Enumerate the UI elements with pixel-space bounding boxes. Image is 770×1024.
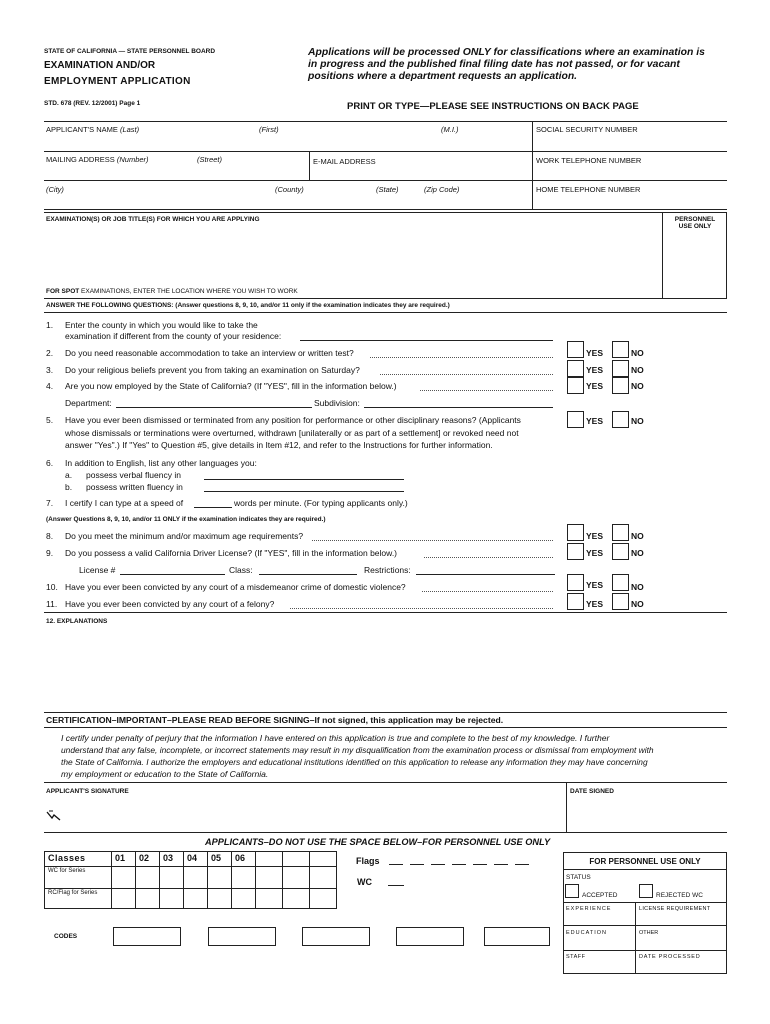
verbal-fluency-field[interactable] xyxy=(204,479,404,480)
county-label: (County) xyxy=(275,185,304,194)
rejected-checkbox[interactable] xyxy=(639,884,653,898)
q1-text-line1: Enter the county in which you would like to take the xyxy=(65,320,258,330)
flag-field-3[interactable] xyxy=(431,864,445,865)
q9-no-checkbox[interactable] xyxy=(612,543,629,560)
code-box-4[interactable] xyxy=(396,927,464,946)
rc-series-label: RC/Flag for Series xyxy=(44,888,112,909)
q4-no-checkbox[interactable] xyxy=(612,377,629,394)
subdivision-label: Subdivision: xyxy=(314,398,360,408)
q9-text: Do you possess a valid California Driver License? (If "YES", fill in the information below.) xyxy=(65,548,398,558)
mailing-address-label: MAILING ADDRESS (Number) xyxy=(46,155,149,164)
state-label: (State) xyxy=(376,185,399,194)
q7-text-pre: I certify I can type at a speed of xyxy=(65,498,184,508)
q5-no-label: NO xyxy=(631,416,644,426)
q4-yes-label: YES xyxy=(586,381,604,391)
q11-yes-checkbox[interactable] xyxy=(567,593,584,610)
explanations-field[interactable] xyxy=(46,630,726,706)
date-signed-label: DATE SIGNED xyxy=(570,788,614,795)
certification-text-line1: I certify under penalty of perjury that the information I have entered on this application is true and complete to the best of my knowledge. I further xyxy=(61,733,610,743)
q6a-letter: a. xyxy=(65,470,73,480)
flag-field-2[interactable] xyxy=(410,864,424,865)
class-col-03: 03 xyxy=(159,851,184,867)
questions-heading: ANSWER THE FOLLOWING QUESTIONS: (Answer questions 8, 9, 10, and/or 11 only if the examination indicates they are required.) xyxy=(46,302,450,309)
q6b-letter: b. xyxy=(65,482,73,492)
license-number-label: License # xyxy=(79,565,116,575)
q4-number: 4. xyxy=(46,381,54,391)
q9-no-label: NO xyxy=(631,548,644,558)
accepted-checkbox[interactable] xyxy=(565,884,579,898)
code-box-5[interactable] xyxy=(484,927,550,946)
class-col-04: 04 xyxy=(183,851,208,867)
signature-label: APPLICANT'S SIGNATURE xyxy=(46,788,129,795)
q5-number: 5. xyxy=(46,415,54,425)
city-state-zip-field[interactable] xyxy=(44,194,531,208)
flag-field-5[interactable] xyxy=(473,864,487,865)
certification-text-line2: understand that any false, incomplete, or incorrect statements may result in my disqualification from the examination process or dismissal from employment with xyxy=(61,745,654,755)
print-instructions: PRINT OR TYPE—PLEASE SEE INSTRUCTIONS ON BACK PAGE xyxy=(347,101,639,112)
certification-text-line3: the State of California. I authorize the employers and educational institutions identified on this application to release any information they may have concerning xyxy=(61,757,648,767)
email-label: E-MAIL ADDRESS xyxy=(313,157,376,166)
q9-yes-label: YES xyxy=(586,548,604,558)
subdivision-field[interactable] xyxy=(364,407,553,408)
certification-heading: CERTIFICATION–IMPORTANT–PLEASE READ BEFORE SIGNING–If not signed, this application may be rejected. xyxy=(46,715,504,725)
personnel-panel-title: FOR PERSONNEL USE ONLY xyxy=(589,857,701,866)
department-field[interactable] xyxy=(116,407,312,408)
date-signed-field[interactable] xyxy=(570,800,725,828)
department-label: Department: xyxy=(65,398,112,408)
class-col-05: 05 xyxy=(207,851,232,867)
q7-number: 7. xyxy=(46,498,54,508)
q6b-text: possess written fluency in xyxy=(86,482,183,492)
notice-line1: Applications will be processed ONLY for classifications where an examination is xyxy=(308,47,705,58)
class-col-06: 06 xyxy=(231,851,256,867)
mi-label: (M.I.) xyxy=(441,125,459,134)
q4-text: Are you now employed by the State of California? (If "YES", fill in the information below.) xyxy=(65,381,397,391)
wc-label: WC xyxy=(357,877,372,887)
q11-no-checkbox[interactable] xyxy=(612,593,629,610)
rejected-label: REJECTED WC xyxy=(656,892,703,899)
certification-text-line4: my employment or education to the State of California. xyxy=(61,769,269,779)
q10-no-checkbox[interactable] xyxy=(612,574,629,591)
q10-number: 10. xyxy=(46,582,58,592)
q5-text-line2: whose dismissals or terminations were overturned, withdrawn [unilaterally or as part of a settlement] or revoked need not xyxy=(65,428,519,438)
q11-no-label: NO xyxy=(631,599,644,609)
written-fluency-field[interactable] xyxy=(204,491,404,492)
ssn-field[interactable] xyxy=(533,134,726,150)
mailing-address-field[interactable] xyxy=(44,164,308,179)
applicant-name-field[interactable] xyxy=(44,134,531,150)
spot-exam-label: FOR SPOT EXAMINATIONS, ENTER THE LOCATION WHERE YOU WISH TO WORK xyxy=(46,288,298,295)
zip-label: (Zip Code) xyxy=(424,185,460,194)
q8-text: Do you meet the minimum and/or maximum age requirements? xyxy=(65,531,304,541)
q10-yes-label: YES xyxy=(586,580,604,590)
flag-field-4[interactable] xyxy=(452,864,466,865)
class-col-extra-1[interactable] xyxy=(255,851,283,867)
q10-yes-checkbox[interactable] xyxy=(567,574,584,591)
q5-no-checkbox[interactable] xyxy=(612,411,629,428)
classes-label: Classes xyxy=(44,851,112,867)
date-processed-label: DATE PROCESSED xyxy=(639,954,701,960)
q1-text-line2: examination if different from the county of your residence: xyxy=(65,331,282,341)
pen-icon xyxy=(46,808,62,820)
rc-series-row[interactable] xyxy=(111,888,337,909)
restrictions-label: Restrictions: xyxy=(364,565,411,575)
q8-number: 8. xyxy=(46,531,54,541)
q3-yes-checkbox[interactable] xyxy=(567,360,584,377)
q8-no-checkbox[interactable] xyxy=(612,524,629,541)
education-label: EDUCATION xyxy=(566,930,607,936)
other-label: OTHER xyxy=(639,930,659,936)
signature-field[interactable] xyxy=(66,800,562,828)
wc-field[interactable] xyxy=(388,885,404,886)
home-phone-field[interactable] xyxy=(533,194,726,208)
flags-label: Flags xyxy=(356,856,380,866)
staff-label: STAFF xyxy=(566,954,586,960)
wc-series-row[interactable] xyxy=(111,866,337,889)
street-label: (Street) xyxy=(197,155,223,164)
experience-label: EXPERIENCE xyxy=(566,906,612,912)
status-label: STATUS xyxy=(566,874,591,881)
exam-title-label: EXAMINATION(S) OR JOB TITLE(S) FOR WHICH YOU ARE APPLYING xyxy=(46,216,260,223)
flag-field-7[interactable] xyxy=(515,864,529,865)
flag-field-1[interactable] xyxy=(389,864,403,865)
q4-no-label: NO xyxy=(631,381,644,391)
q8-yes-label: YES xyxy=(586,531,604,541)
form-id: STD. 678 (REV. 12/2001) Page 1 xyxy=(44,100,141,107)
q11-number: 11. xyxy=(46,599,58,609)
personnel-use-label: PERSONNEL USE ONLY xyxy=(674,216,716,230)
questions-subnote: (Answer Questions 8, 9, 10, and/or 11 ONLY if the examination indicates they are required.) xyxy=(46,516,326,523)
q2-yes-label: YES xyxy=(586,348,604,358)
class-col-extra-2[interactable] xyxy=(282,851,310,867)
q2-yes-checkbox[interactable] xyxy=(567,341,584,358)
accepted-label: ACCEPTED xyxy=(582,892,618,899)
q5-yes-checkbox[interactable] xyxy=(567,411,584,428)
q9-number: 9. xyxy=(46,548,54,558)
class-col-02: 02 xyxy=(135,851,160,867)
typing-speed-field[interactable] xyxy=(194,507,232,508)
q7-text-post: words per minute. (For typing applicants only.) xyxy=(234,498,408,508)
form-title-line1: EXAMINATION AND/OR xyxy=(44,60,156,71)
q6-number: 6. xyxy=(46,458,54,468)
class-col-01: 01 xyxy=(111,851,136,867)
q2-no-checkbox[interactable] xyxy=(612,341,629,358)
notice-line2: in progress and the published final filing date has not passed, or for vacant xyxy=(308,59,680,70)
license-class-field[interactable] xyxy=(259,574,357,575)
license-number-field[interactable] xyxy=(120,574,225,575)
q1-county-field[interactable] xyxy=(300,340,553,341)
codes-label: CODES xyxy=(54,933,78,940)
q3-no-label: NO xyxy=(631,365,644,375)
q11-text: Have you ever been convicted by any court of a felony? xyxy=(65,599,275,609)
ssn-label: SOCIAL SECURITY NUMBER xyxy=(536,125,638,134)
code-box-2[interactable] xyxy=(208,927,276,946)
q4-yes-checkbox[interactable] xyxy=(567,377,584,394)
q3-yes-label: YES xyxy=(586,365,604,375)
first-name-label: (First) xyxy=(259,125,279,134)
q5-text-line1: Have you ever been dismissed or terminated from any position for performance or other disciplinary reasons? (Applicants xyxy=(65,415,521,425)
q5-yes-label: YES xyxy=(586,416,604,426)
wc-series-label: WC for Series xyxy=(44,866,112,889)
q11-yes-label: YES xyxy=(586,599,604,609)
flag-field-6[interactable] xyxy=(494,864,508,865)
q3-text: Do your religious beliefs prevent you from taking an examination on Saturday? xyxy=(65,365,360,375)
q9-yes-checkbox[interactable] xyxy=(567,543,584,560)
applicant-name-label: APPLICANT'S NAME (Last) xyxy=(46,125,140,134)
code-box-3[interactable] xyxy=(302,927,370,946)
city-label: (City) xyxy=(46,185,64,194)
q2-no-label: NO xyxy=(631,348,644,358)
q3-number: 3. xyxy=(46,365,54,375)
class-col-extra-3[interactable] xyxy=(309,851,337,867)
email-field[interactable] xyxy=(310,166,531,179)
q6-text: In addition to English, list any other languages you: xyxy=(65,458,257,468)
work-phone-label: WORK TELEPHONE NUMBER xyxy=(536,156,642,165)
q1-number: 1. xyxy=(46,320,54,330)
office-use-heading: APPLICANTS–DO NOT USE THE SPACE BELOW–FOR PERSONNEL USE ONLY xyxy=(205,837,551,847)
q10-no-label: NO xyxy=(631,582,644,592)
notice-line3: positions where a department requests an application. xyxy=(308,71,578,82)
q10-text: Have you ever been convicted by any court of a misdemeanor crime of domestic violence? xyxy=(65,582,406,592)
q8-yes-checkbox[interactable] xyxy=(567,524,584,541)
home-phone-label: HOME TELEPHONE NUMBER xyxy=(536,185,641,194)
q6a-text: possess verbal fluency in xyxy=(86,470,181,480)
q5-text-line3: answer "Yes".) If "Yes" to Question #5, give details in Item #12, and refer to the Instructions for further information. xyxy=(65,440,493,450)
code-box-1[interactable] xyxy=(113,927,181,946)
restrictions-field[interactable] xyxy=(416,574,555,575)
q8-no-label: NO xyxy=(631,531,644,541)
license-requirement-label: LICENSE REQUIREMENT xyxy=(639,906,711,912)
q2-text: Do you need reasonable accommodation to take an interview or written test? xyxy=(65,348,354,358)
q2-number: 2. xyxy=(46,348,54,358)
explanations-label: 12. EXPLANATIONS xyxy=(46,618,108,625)
form-title-line2: EMPLOYMENT APPLICATION xyxy=(44,76,191,87)
q3-no-checkbox[interactable] xyxy=(612,360,629,377)
exam-title-field[interactable] xyxy=(46,226,658,281)
work-phone-field[interactable] xyxy=(533,165,726,179)
license-class-label: Class: xyxy=(229,565,253,575)
agency-name: STATE OF CALIFORNIA — STATE PERSONNEL BOARD xyxy=(44,48,216,55)
